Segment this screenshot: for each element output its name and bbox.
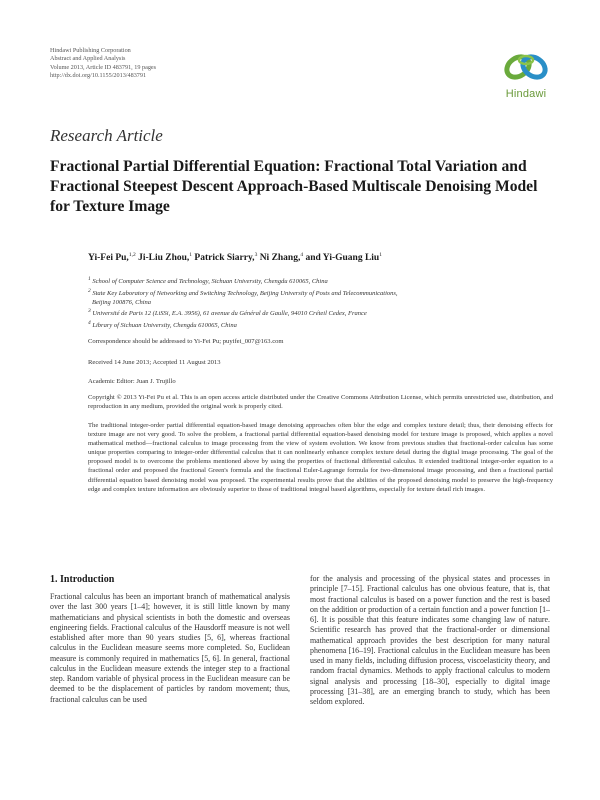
author-name: and Yi-Guang Liu	[305, 253, 380, 264]
author-affiliation-ref: 1	[189, 252, 193, 258]
author-name: Ni Zhang,	[259, 253, 301, 264]
affiliation-list	[88, 275, 548, 331]
correspondence: Correspondence should be addressed to Yi-Fei Pu; puyifei_007@163.com	[88, 338, 284, 345]
copyright-notice: Copyright © 2013 Yi-Fei Pu et al. This is an open access article distributed under the Creative Commons Attribution License, which permits unrestricted use, distribution, and reproduction in any medium, provided the original work is properly cited.	[88, 394, 553, 410]
doi-link[interactable]: http://dx.doi.org/10.1155/2013/483791	[50, 71, 147, 79]
volume-info: Volume 2013, Article ID 483791, 19 pages	[50, 63, 157, 71]
author-name: Yi-Fei Pu,	[88, 253, 129, 264]
abstract: The traditional integer-order partial differential equation-based image denoising approaches often blur the edge and complex texture detail; thus, their denoising effects for texture image are not very good. To solve the problem, a fractional partial differential equation-based denoising model for texture image is proposed, which applies a novel mathematical method—fractional calculus to image processing from the view of system evolution. We know from previous studies that fractional-order calculus has some unique properties comparing to integer-order differential calculus that it can nonlinearly enhance complex texture detail during the digital image processing. The goal of the proposed model is to overcome the problems mentioned above by using the properties of fractional differential calculus. It extended traditional integer-order equation to a fractional order and proposed the fractional Green's formula and the fractional Euler-Lagrange formula for two-dimensional image processing, and then a fractional partial differential equation based denoising model was proposed. The experimental results prove that the abilities of the proposed denoising model to preserve the high-frequency edge and complex texture information are obviously superior to those of traditional integral based algorithms, especially for texture detail rich images.	[88, 422, 553, 493]
logo-wordmark: Hindawi	[505, 88, 547, 100]
received-accepted-dates: Received 14 June 2013; Accepted 11 August 2013	[88, 359, 221, 366]
journal-name: Abstract and Applied Analysis	[50, 55, 126, 63]
author-affiliation-ref: 1,2	[128, 252, 136, 258]
body-text-left-column: Fractional calculus has been an important branch of mathematical analysis over the last 300 years [1–4]; however, it is still little known by many mathematicians and physical scientists in both the domestic and overseas engineering fields. Fractional calculus of the Hausdorff measure is not well established after more than 90 years studies [5, 6], whereas fractional calculus in the Euclidean measure seems more completed. So, Euclidean measure is commonly required in mathematics [5, 6]. In general, fractional calculus in the Euclidean measure extends the integer step to a fractional step. Random variable of physical process in the Euclidean measure can be deemed to be the displacement of particles by random movement; thus, fractional calculus can be used	[50, 592, 290, 704]
affiliation: $^1$ School of Computer Science and Technology, Sichuan University, Chengdu 610065, China	[88, 276, 328, 286]
author-name: Patrick Siarry,	[194, 253, 255, 264]
author-affiliation-ref: 1	[379, 252, 382, 258]
affiliation: $^2$ State Key Laboratory of Networking and Switching Technology, Beijing University of Posts and Telecommunications,	[88, 287, 398, 297]
hindawi-logo	[496, 46, 556, 102]
article-title: Fractional Partial Differential Equation: Fractional Total Variation and Fractional Steepest Descent Approach-Based Multiscale Denoising Model for Texture Image	[50, 158, 538, 215]
author-name: Ji-Liu Zhou,	[138, 253, 190, 264]
article-type: Research Article	[50, 126, 163, 145]
hindawi-logo-icon	[496, 46, 556, 88]
author-affiliation-ref: 3	[254, 252, 258, 258]
affiliation: $^3$ Université de Paris 12 (LiSSi, E.A. 3956), 61 avenue du Général de Gaulle, 94010 Créteil Cedex, France	[88, 308, 367, 318]
affiliation-continuation: Beijing 100876, China	[92, 298, 152, 306]
journal-header	[50, 47, 156, 80]
academic-editor: Academic Editor: Juan J. Trujillo	[88, 378, 176, 385]
section-heading: 1. Introduction	[50, 574, 115, 585]
author-list	[88, 252, 382, 263]
publisher-name: Hindawi Publishing Corporation	[50, 47, 131, 54]
affiliation: $^4$ Library of Sichuan University, Chengdu 610065, China	[88, 319, 237, 329]
author-affiliation-ref: 4	[300, 252, 304, 258]
body-text-right-column: for the analysis and processing of the physical states and processes in principle [7–15]. Fractional calculus has one obvious feature, that is, that most fractional calculus is based on a power function and the rest is based on the addition or production of a certain function and a power function [1–6]. It is possible that this feature indicates some changing law of nature. Scientific research has proved that the fractional-order or dimensional mathematical approach provides the best description for many natural phenomena [16–19]. Fractional calculus in the Euclidean measure has been used in many fields, including diffusion process, viscoelasticity theory, and random fractal dynamics. Methods to apply fractional calculus to modern signal analysis and processing [18–30], especially to digital image processing [31–38], are an emerging branch to study, which has been seldom explored.	[310, 574, 550, 706]
